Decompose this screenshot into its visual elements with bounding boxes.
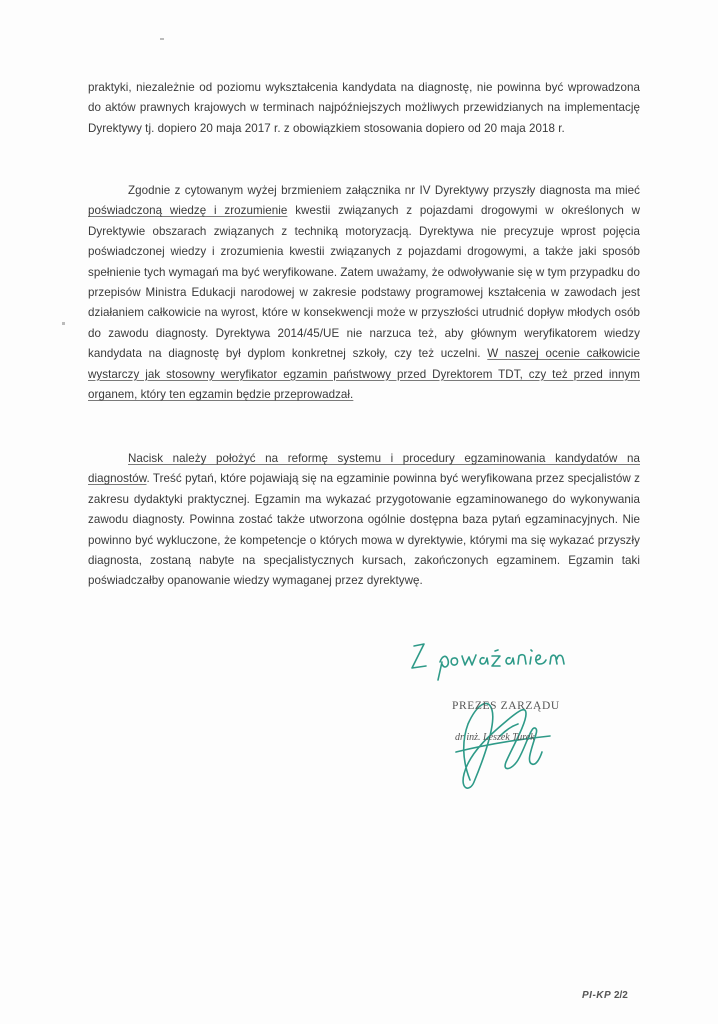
paragraph-2 [88, 181, 640, 405]
paragraph-3-text: . Treść pytań, które pojawiają się na egzaminie powinna być weryfikowana przez specjalistów z zakresu dydaktyki praktycznej. Egzamin ma wykazać przygotowanie egzaminowanego do wykonywania zawodu diagnosty. Powinna zostać także utworzona ogólnie dostępna baza pytań egzaminacyjnych. Nie powinno być wykluczone, że kompetencje o których mowa w dyrektywie, którymi ma się wykazać przyszły diagnosta, zostaną nabyte na specjalistycznych kursach, zakończonych egzaminem. Egzamin taki poświadczałby opanowanie wiedzy wymaganej przez dyrektywę. [88, 472, 640, 588]
stamp-name: dr inż. Leszek Turek [455, 732, 535, 743]
paragraph-2-underline-2: W naszej ocenie całkowicie wystarczy jak stosowny weryfikator egzamin państwowy przed Dyrektorem TDT, czy też przed innym organem, który ten egzamin będzie przeprowadzał. [88, 347, 640, 402]
paragraph-2-text-b: kwestii związanych z pojazdami drogowymi w określonych w Dyrektywie obszarach związanych z techniką motoryzacją. Dyrektywa nie precyzuje wprost pojęcia poświadczonej wiedzy i zrozumienia kwestii związanych z pojazdami drogowymi, a także jaki sposób spełnienie tych wymagań ma być weryfikowane. Zatem uważamy, że odwoływanie się w tym przypadku do przepisów Ministra Edukacji narodowej w zakresie podstawy programowej kształcenia w zawodach jest działaniem całkowicie na wyrost, które w konsekwencji może w przyszłości utrudnić dopływ młodych osób do zawodu diagnosty. Dyrektywa 2014/45/UE nie narzuca też, aby głównym weryfikatorem wiedzy kandydata na diagnostę był dyplom konkretnej szkoły, czy też uczelni. [88, 204, 640, 361]
paragraph-1 [88, 78, 640, 139]
scan-speck [62, 322, 65, 325]
paragraph-1-text: praktyki, niezależnie od poziomu wykształcenia kandydata na diagnostę, nie powinna być wprowadzona do aktów prawnych krajowych w terminach najpóźniejszych możliwych przewidzianych na implementację Dyrektywy tj. dopiero 20 maja 2017 r. z obowiązkiem stosowania dopiero od 20 maja 2018 r. [88, 81, 640, 135]
paragraph-3-underline: Nacisk należy położyć na reformę systemu i procedury egzaminowania kandydatów na diagnostów [88, 452, 640, 486]
footer-page-number: 2/2 [613, 990, 628, 1001]
page-footer [582, 990, 628, 1001]
stamp-title: PREZES ZARZĄDU [452, 700, 560, 712]
handwritten-signature-icon [400, 640, 630, 800]
footer-code: PI-KP [582, 990, 612, 1001]
paragraph-2-underline-1: poświadczoną wiedzę i zrozumienie [88, 204, 288, 218]
paragraph-3 [88, 449, 640, 592]
scan-speck [160, 38, 164, 40]
paragraph-2-text-a: Zgodnie z cytowanym wyżej brzmieniem załącznika nr IV Dyrektywy przyszły diagnosta ma mieć [128, 184, 640, 197]
signature-block [400, 640, 630, 800]
